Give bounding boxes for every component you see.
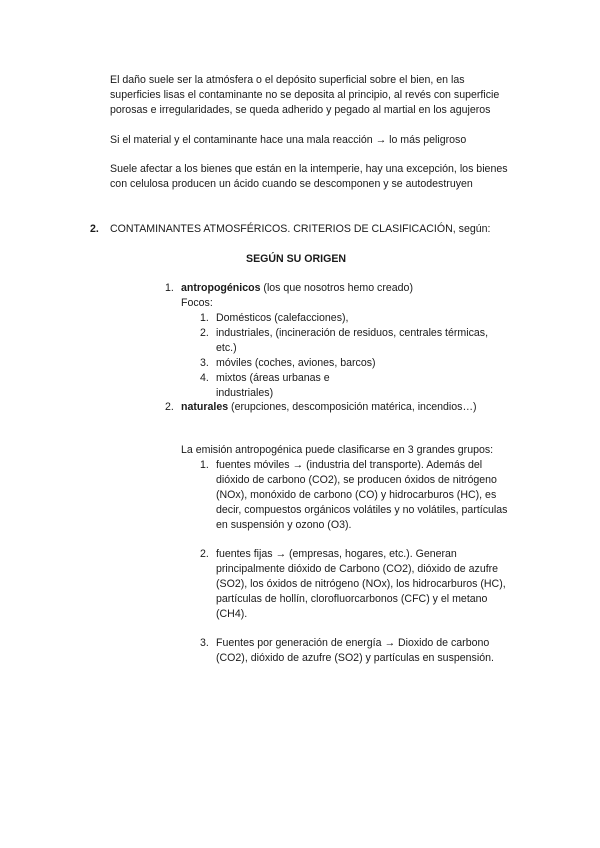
origin-desc: (los que nosotros hemo creado) bbox=[260, 282, 413, 294]
foco-number: 1. bbox=[200, 312, 209, 324]
foco-text: Domésticos (calefacciones), bbox=[216, 312, 349, 324]
intro-p3-line1: Suele afectar a los bienes que están en la intemperie, hay una excepción, los bienes bbox=[110, 163, 508, 175]
origin-desc: (erupciones, descomposición matérica, incendios…) bbox=[228, 401, 477, 413]
focos-label: Focos: bbox=[181, 297, 213, 309]
foco-text: móviles (coches, aviones, barcos) bbox=[216, 357, 376, 369]
foco-text: industriales) bbox=[216, 387, 274, 399]
section-subtitle: SEGÚN SU ORIGEN bbox=[246, 253, 347, 265]
group-text: fuentes móviles → (industria del transporte). Además del bbox=[216, 459, 483, 471]
origin-item-number: 2. bbox=[165, 401, 174, 413]
foco-text: industriales, (incineración de residuos, centrales térmicas, bbox=[216, 327, 489, 339]
foco-text: etc.) bbox=[216, 342, 237, 354]
foco-number: 3. bbox=[200, 357, 209, 369]
foco-number: 4. bbox=[200, 372, 209, 384]
group-text: principalmente dióxido de Carbono (CO2), dióxido de azufre bbox=[216, 563, 499, 575]
group-text: (CO2), dióxido de azufre (SO2) y partículas en suspensión. bbox=[216, 652, 494, 664]
origin-item-naturales bbox=[181, 400, 477, 415]
intro-p1-line2: superficies lisas el contaminante no se deposita al principio, al revés con superficie bbox=[110, 89, 500, 101]
intro-p2: Si el material y el contaminante hace una mala reacción → lo más peligroso bbox=[110, 134, 467, 146]
group-text: partículas de hollín, clorofluorcarbonos (CFC) y el metano bbox=[216, 593, 488, 605]
foco-number: 2. bbox=[200, 327, 209, 339]
group-text: (NOx), monóxido de carbono (CO) y hidrocarburos (HC), es bbox=[216, 489, 497, 501]
intro-p1-line3: porosas e irregularidades, se queda adherido y pegado al martial en los agujeros bbox=[110, 104, 491, 116]
origin-term: naturales bbox=[181, 401, 229, 413]
origin-item-antropogenicos bbox=[181, 281, 413, 296]
section-title: CONTAMINANTES ATMOSFÉRICOS. CRITERIOS DE CLASIFICACIÓN, según: bbox=[110, 223, 491, 235]
group-number: 2. bbox=[200, 548, 209, 560]
origin-item-number: 1. bbox=[165, 282, 174, 294]
group-text: Fuentes por generación de energía → Dioxido de carbono bbox=[216, 637, 490, 649]
origin-term: antropogénicos bbox=[181, 282, 261, 294]
intro-p1-line1: El daño suele ser la atmósfera o el depósito superficial sobre el bien, en las bbox=[110, 74, 465, 86]
emission-intro: La emisión antropogénica puede clasificarse en 3 grandes grupos: bbox=[181, 444, 494, 456]
intro-p3-line2: con celulosa producen un ácido cuando se descomponen y se autodestruyen bbox=[110, 178, 473, 190]
group-text: decir, compuestos orgánicos volátiles y no volátiles, partículas bbox=[216, 504, 508, 516]
group-text: (SO2), los óxidos de nitrógeno (NOx), los hidrocarburos (HC), bbox=[216, 578, 506, 590]
group-text: fuentes fijas → (empresas, hogares, etc.). Generan bbox=[216, 548, 457, 560]
group-number: 1. bbox=[200, 459, 209, 471]
foco-text: mixtos (áreas urbanas e bbox=[216, 372, 330, 384]
group-number: 3. bbox=[200, 637, 209, 649]
group-text: (CH4). bbox=[216, 608, 248, 620]
group-text: en suspensión y ozono (O3). bbox=[216, 519, 352, 531]
group-text: dióxido de carbono (CO2), se producen óxidos de nitrógeno bbox=[216, 474, 497, 486]
section-number: 2. bbox=[90, 223, 99, 235]
